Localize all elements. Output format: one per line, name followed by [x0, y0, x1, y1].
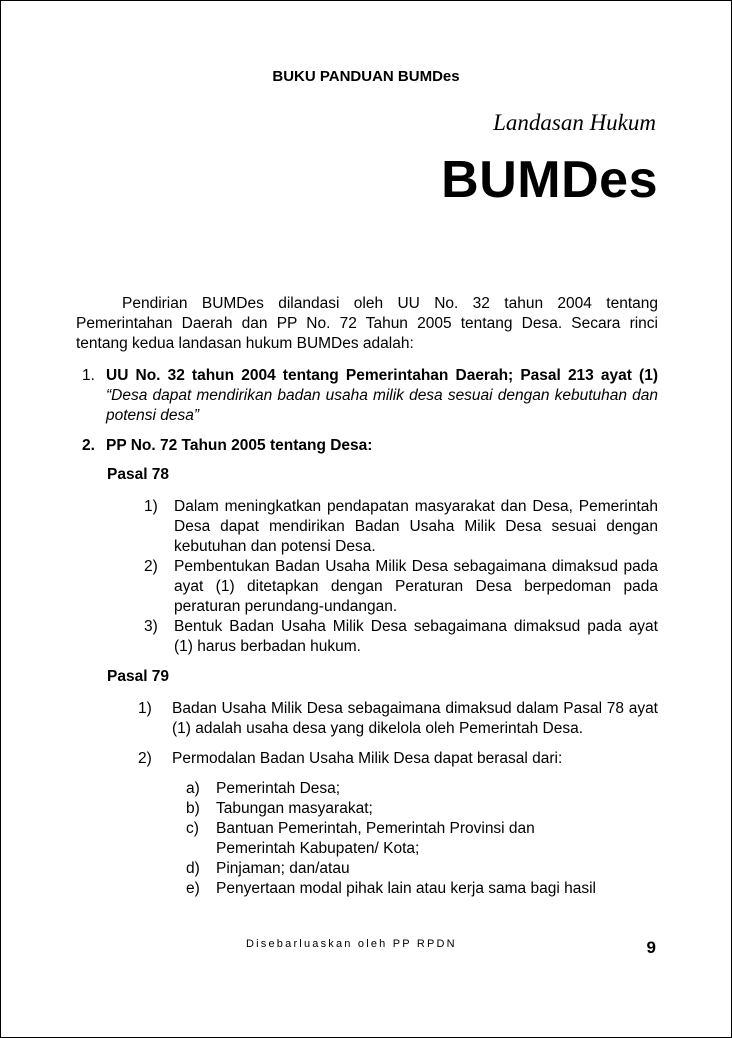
list-item: c) Bantuan Pemerintah, Pemerintah Provinsi dan Pemerintah Kabupaten/ Kota; [186, 820, 535, 857]
section-title: BUMDes [441, 151, 658, 209]
list-item: 3) Bentuk Badan Usaha Milik Desa sebagaimana dimaksud pada ayat (1) harus berbadan hukum. [144, 618, 658, 655]
list-item: 2) Permodalan Badan Usaha Milik Desa dapat berasal dari: [138, 750, 563, 767]
page-number: 9 [646, 938, 656, 957]
intro-paragraph: Pendirian BUMDes dilandasi oleh UU No. 32 tahun 2004 tentang Pemerintahan Daerah dan PP No. 72 Tahun 2005 tentang Desa. Secara rinci tentang kedua landasan hukum BUMDes adalah: [76, 295, 658, 352]
list-item: d) Pinjaman; dan/atau [186, 860, 350, 877]
list-item [76, 366, 658, 426]
item-heading: PP No. 72 Tahun 2005 tentang Desa: [106, 437, 373, 454]
document-body [76, 294, 658, 899]
pasal-78-list [76, 497, 658, 657]
list-item: b) Tabungan masyarakat; [186, 800, 373, 817]
list-item: e) Penyertaan modal pihak lain atau kerja sama bagi hasil [186, 880, 596, 897]
book-header: BUKU PANDUAN BUMDes [272, 68, 460, 85]
section-subtitle: Landasan Hukum [493, 110, 656, 135]
pasal-79-heading: Pasal 79 [107, 668, 170, 685]
pasal-78-heading: Pasal 78 [107, 466, 170, 483]
item-number: 1. [82, 367, 95, 384]
pasal-79-list [76, 699, 658, 899]
capital-sources-list [186, 779, 658, 899]
list-item [76, 436, 658, 456]
list-item: 1) Dalam meningkatkan pendapatan masyarakat dan Desa, Pemerintah Desa dapat mendirikan Badan Usaha Milik Desa sesuai dengan kebutuhan dan potensi Desa. [144, 498, 658, 555]
list-item: 1) Badan Usaha Milik Desa sebagaimana dimaksud dalam Pasal 78 ayat (1) adalah usaha desa yang dikelola oleh Pemerintah Desa. [138, 700, 658, 737]
item-heading: UU No. 32 tahun 2004 tentang Pemerintahan Daerah; Pasal 213 ayat (1) [106, 367, 658, 384]
item-quote: “Desa dapat mendirikan badan usaha milik desa sesuai dengan kebutuhan dan potensi desa” [106, 387, 658, 424]
list-item: a) Pemerintah Desa; [186, 780, 341, 797]
list-item: 2) Pembentukan Badan Usaha Milik Desa sebagaimana dimaksud pada ayat (1) ditetapkan dengan Peraturan Desa berpedoman pada peraturan perundang-undangan. [144, 558, 658, 615]
item-number: 2. [82, 437, 95, 454]
page-footer: Disebarluaskan oleh PP RPDN [246, 938, 457, 950]
